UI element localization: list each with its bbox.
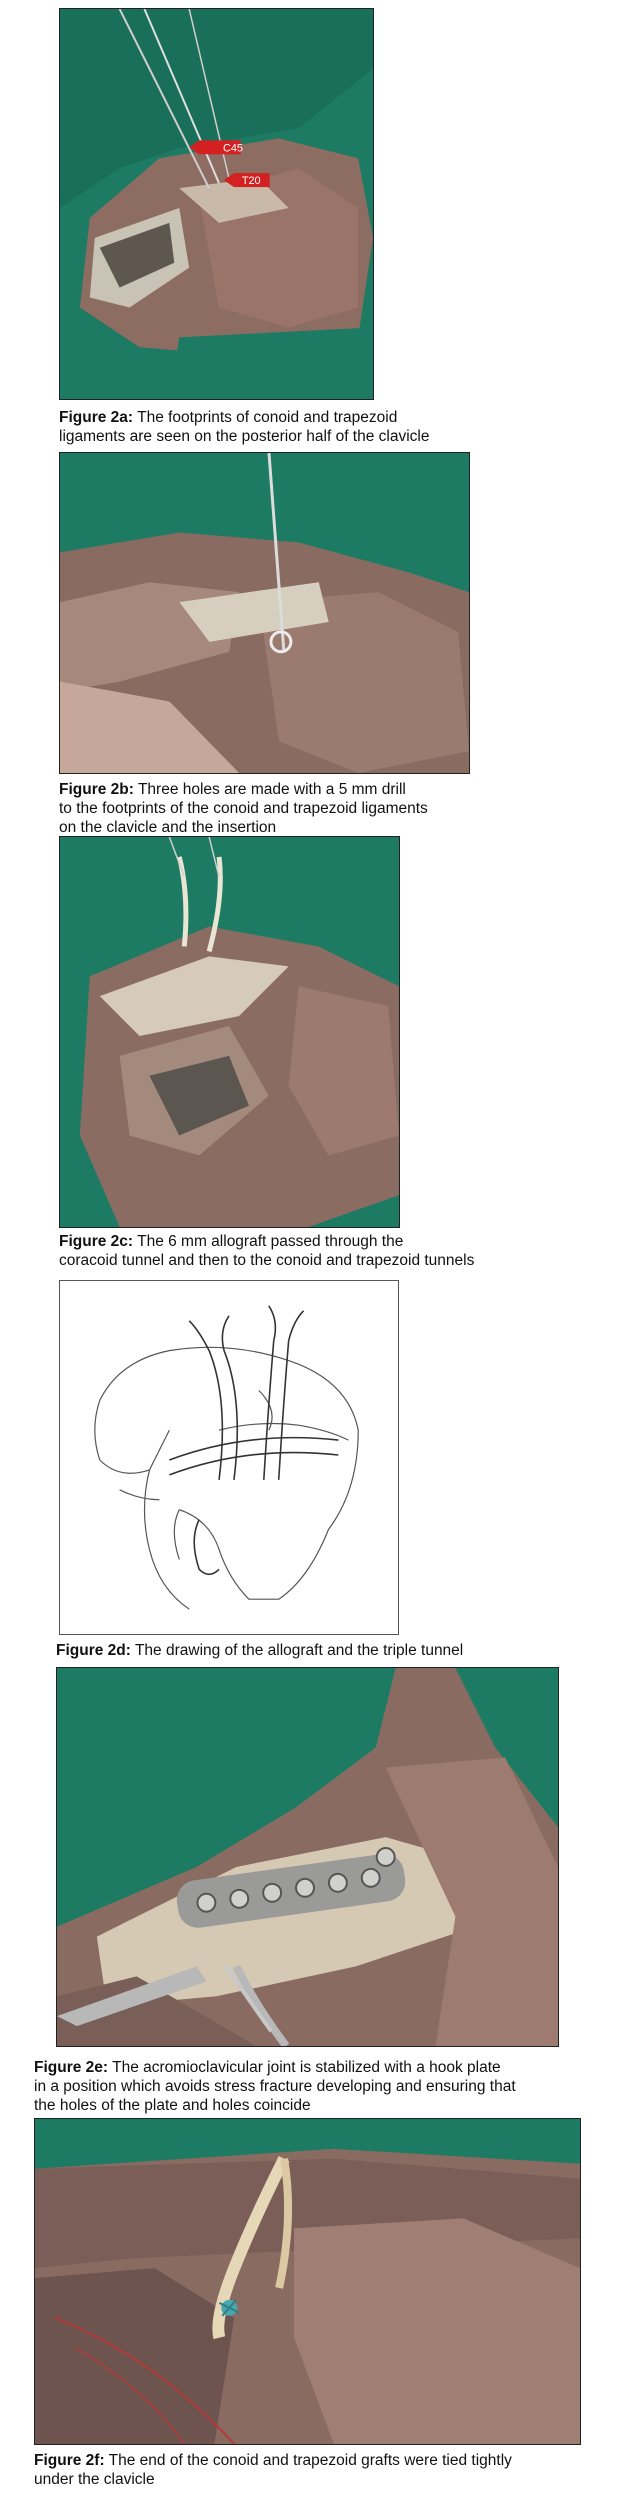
figure-2d-drawing	[59, 1280, 399, 1635]
caption-line: under the clavicle	[34, 2471, 155, 2488]
caption-line: The footprints of conoid and trapezoid	[137, 409, 398, 426]
caption-line: on the clavicle and the insertion	[59, 819, 277, 836]
figure-2d-caption	[56, 1641, 463, 1660]
caption-line: in a position which avoids stress fracture developing and ensuring that	[34, 2078, 516, 2095]
caption-line: the holes of the plate and holes coincide	[34, 2097, 311, 2114]
caption-line: ligaments are seen on the posterior half of the clavicle	[59, 428, 430, 445]
caption-line: The acromioclavicular joint is stabilized with a hook plate	[112, 2059, 501, 2076]
figure-2e-label: Figure 2e:	[34, 2059, 109, 2076]
figure-2f-label: Figure 2f:	[34, 2452, 105, 2469]
figure-2e-caption	[34, 2058, 516, 2115]
figure-2b-photo	[59, 452, 470, 774]
caption-line: coracoid tunnel and then to the conoid and trapezoid tunnels	[59, 1252, 475, 1269]
figure-2c-photo	[59, 836, 400, 1228]
figure-2b-caption	[59, 780, 428, 837]
caption-line: The end of the conoid and trapezoid grafts were tied tightly	[108, 2452, 512, 2469]
figure-2d-label: Figure 2d:	[56, 1642, 131, 1659]
figure-2f-caption	[34, 2451, 512, 2489]
figure-2c-caption	[59, 1232, 474, 1270]
caption-line: The drawing of the allograft and the triple tunnel	[134, 1642, 464, 1659]
figure-2a-caption	[59, 408, 430, 446]
caption-line: Three holes are made with a 5 mm drill	[137, 781, 406, 798]
figure-2f-photo	[34, 2118, 581, 2445]
caption-line: to the footprints of the conoid and trapezoid ligaments	[59, 800, 428, 817]
figure-2a-label: Figure 2a:	[59, 409, 134, 426]
figure-2a-photo	[59, 8, 374, 400]
figure-2e-photo	[56, 1667, 559, 2047]
figure-2c-label: Figure 2c:	[59, 1233, 134, 1250]
caption-line: The 6 mm allograft passed through the	[137, 1233, 404, 1250]
marker-t20-label: T20	[241, 175, 261, 188]
marker-c45-label: C45	[222, 142, 243, 155]
figure-2b-label: Figure 2b:	[59, 781, 134, 798]
